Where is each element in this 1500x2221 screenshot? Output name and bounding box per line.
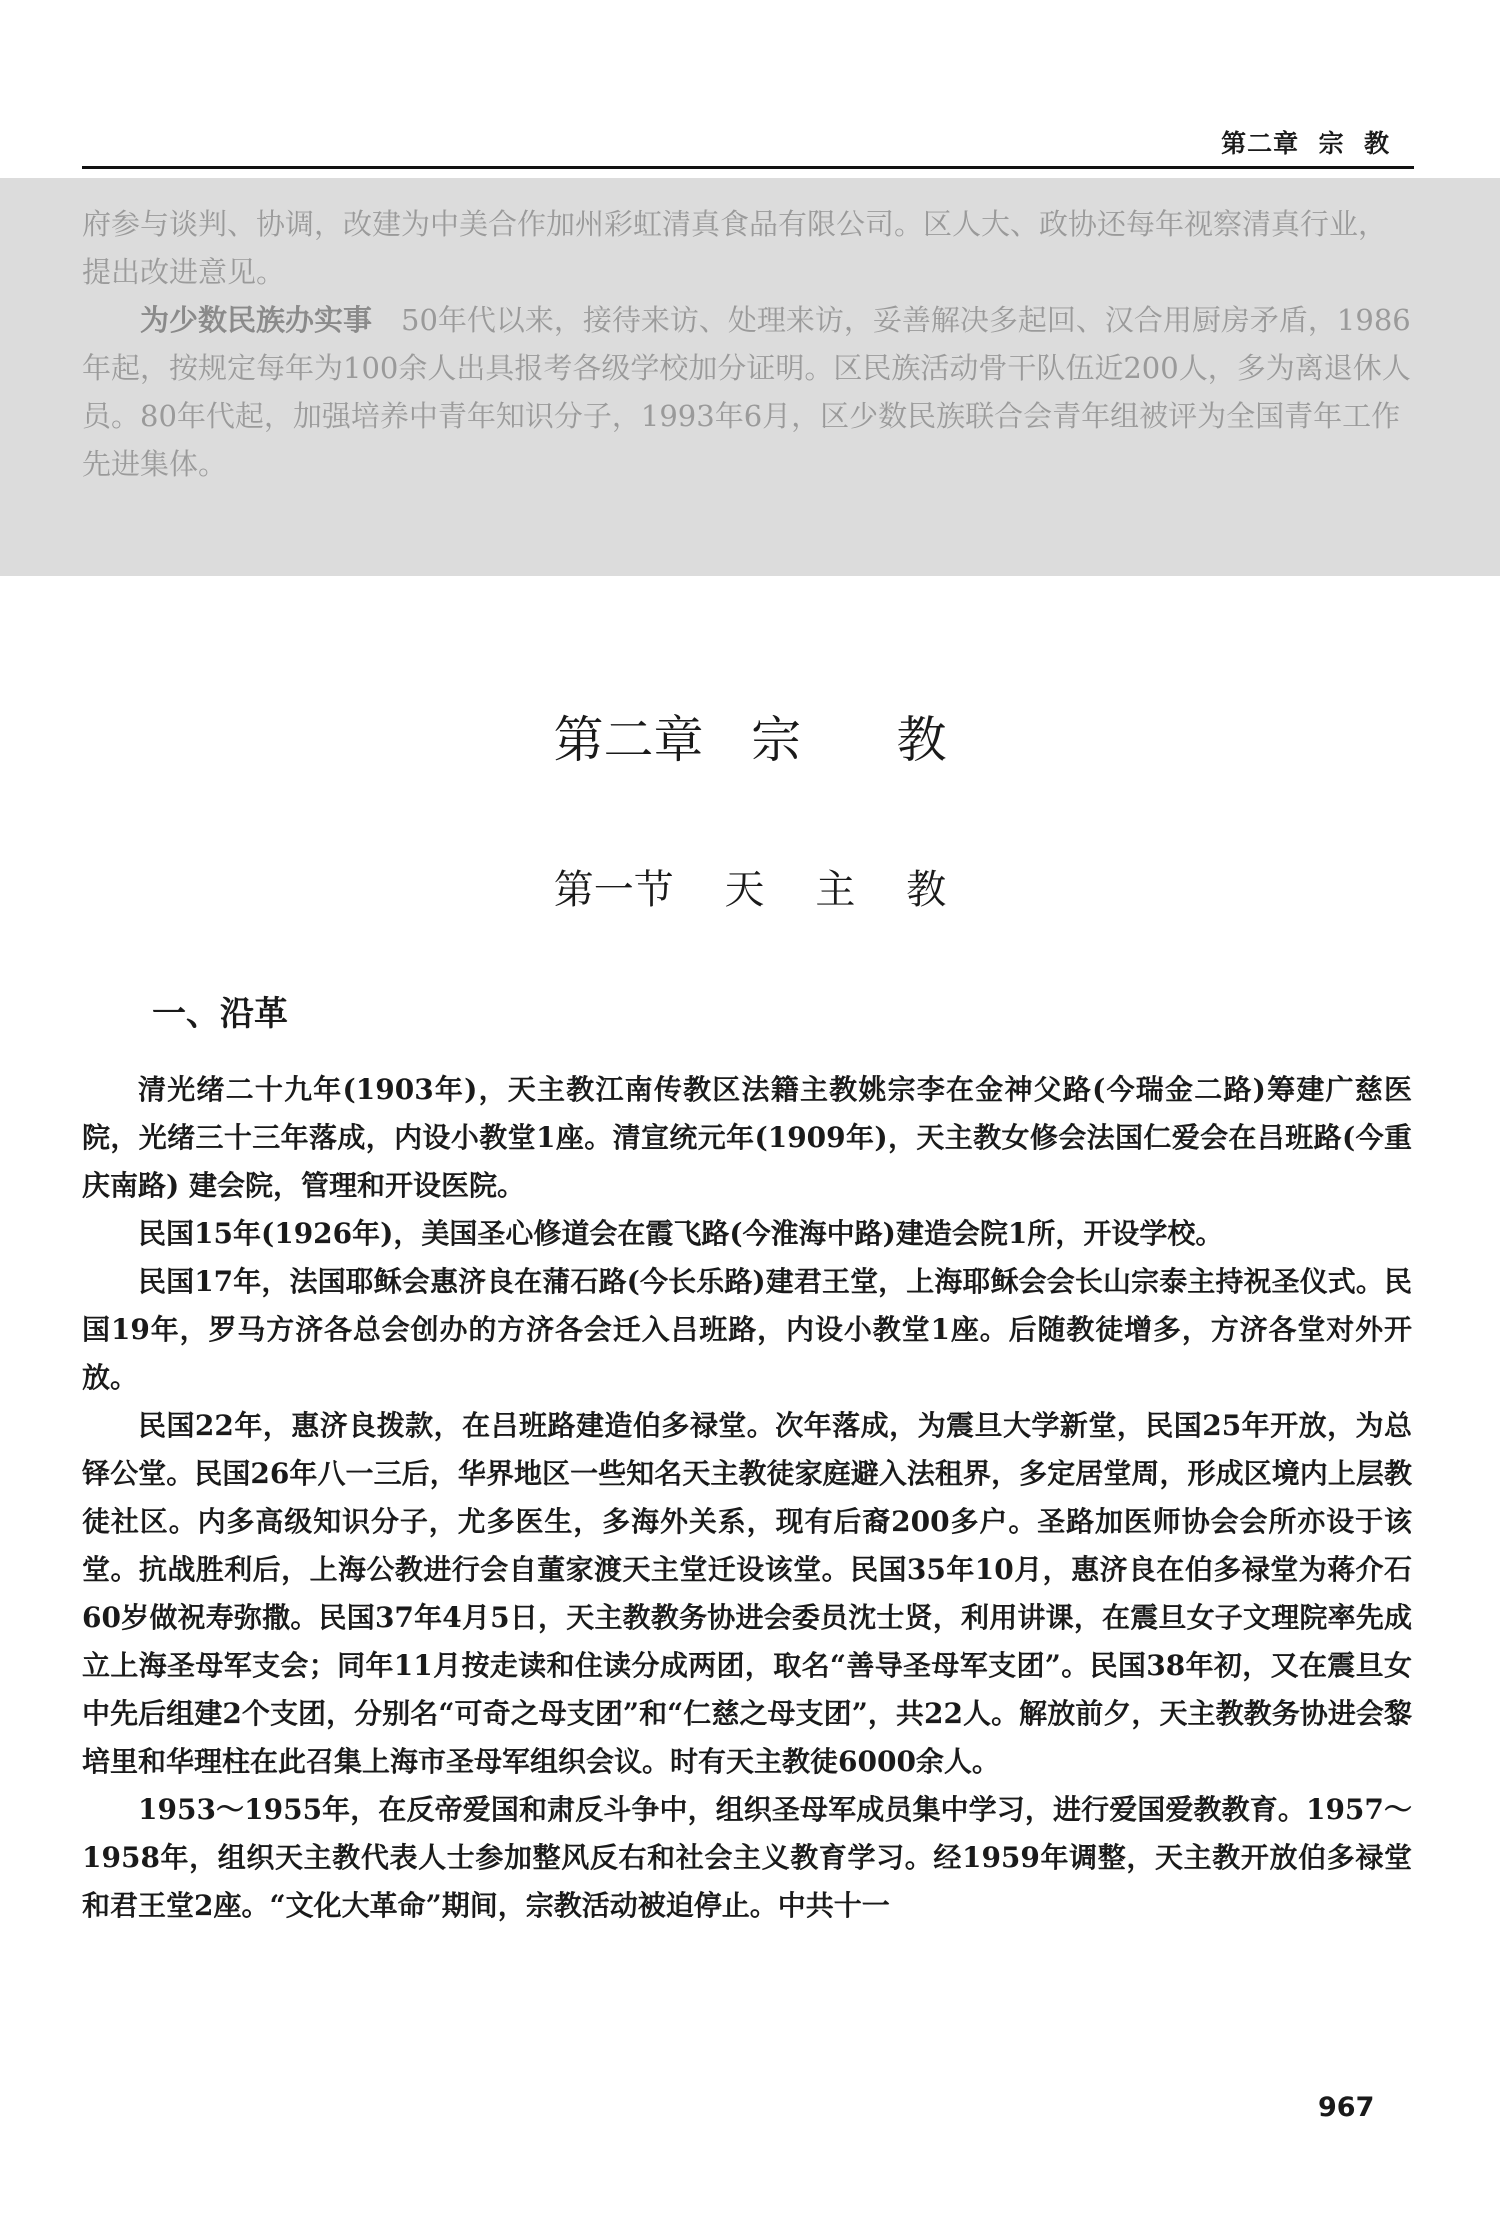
header-rule xyxy=(82,166,1414,169)
paragraph: 1953～1955年，在反帝爱国和肃反斗争中，组织圣母军成员集中学习，进行爱国爱教教育。1957～1958年，组织天主教代表人士参加整风反右和社会主义教育学习。经1959年调整，天主教开放伯多禄堂和君王堂2座。“文化大革命”期间，宗教活动被迫停止。中共十一 xyxy=(82,1793,1412,1922)
minority-affairs-paragraph xyxy=(82,296,1412,488)
page-number: 967 xyxy=(1318,2092,1375,2123)
previous-paragraph: 府参与谈判、协调，改建为中美合作加州彩虹清真食品有限公司。区人大、政协还每年视察清真行业，提出改进意见。 xyxy=(82,207,1388,289)
previous-section-text xyxy=(82,200,1412,488)
paragraph: 民国15年(1926年)，美国圣心修道会在霞飞路(今淮海中路)建造会院1所，开设学校。 xyxy=(138,1217,1224,1250)
subsection-title: 一、沿革 xyxy=(152,994,288,1034)
paragraph: 民国17年，法国耶稣会惠济良在蒲石路(今长乐路)建君王堂，上海耶稣会会长山宗泰主持祝圣仪式。民国19年，罗马方济各总会创办的方济各会迁入吕班路，内设小教堂1座。后随教徒增多，方济各堂对外开放。 xyxy=(82,1265,1412,1394)
body-text xyxy=(82,1066,1412,1930)
paragraph-body: 50年代以来，接待来访、处理来访，妥善解决多起回、汉合用厨房矛盾，1986年起，按规定每年为100余人出具报考各级学校加分证明。区民族活动骨干队伍近200人，多为离退休人员。80年代起，加强培养中青年知识分子，1993年6月，区少数民族联合会青年组被评为全国青年工作先进集体。 xyxy=(82,303,1411,481)
running-header: 第二章 宗 教 xyxy=(1221,129,1390,158)
paragraph: 民国22年，惠济良拨款，在吕班路建造伯多禄堂。次年落成，为震旦大学新堂，民国25年开放，为总铎公堂。民国26年八一三后，华界地区一些知名天主教徒家庭避入法租界，多定居堂周，形成区境内上层教徒社区。内多高级知识分子，尤多医生，多海外关系，现有后裔200多户。圣路加医师协会会所亦设于该堂。抗战胜利后，上海公教进行会自董家渡天主堂迁设该堂。民国35年10月，惠济良在伯多禄堂为蒋介石60岁做祝寿弥撒。民国37年4月5日，天主教教务协进会委员沈士贤，利用讲课，在震旦女子文理院率先成立上海圣母军支会；同年11月按走读和住读分成两团，取名“善导圣母军支团”。民国38年初，又在震旦女中先后组建2个支团，分别名“可奇之母支团”和“仁慈之母支团”，共22人。解放前夕，天主教教务协进会黎培里和华理柱在此召集上海市圣母军组织会议。时有天主教徒6000余人。 xyxy=(82,1409,1412,1778)
paragraph: 清光绪二十九年(1903年)，天主教江南传教区法籍主教姚宗李在金神父路(今瑞金二路)筹建广慈医院，光绪三十三年落成，内设小教堂1座。清宣统元年(1909年)，天主教女修会法国仁爱会在吕班路(今重庆南路) 建会院，管理和开设医院。 xyxy=(82,1073,1412,1202)
chapter-title: 第二章 宗 教 xyxy=(553,711,947,769)
paragraph-lead-heading: 为少数民族办实事 xyxy=(140,303,373,337)
section-title: 第一节 天 主 教 xyxy=(553,867,947,913)
